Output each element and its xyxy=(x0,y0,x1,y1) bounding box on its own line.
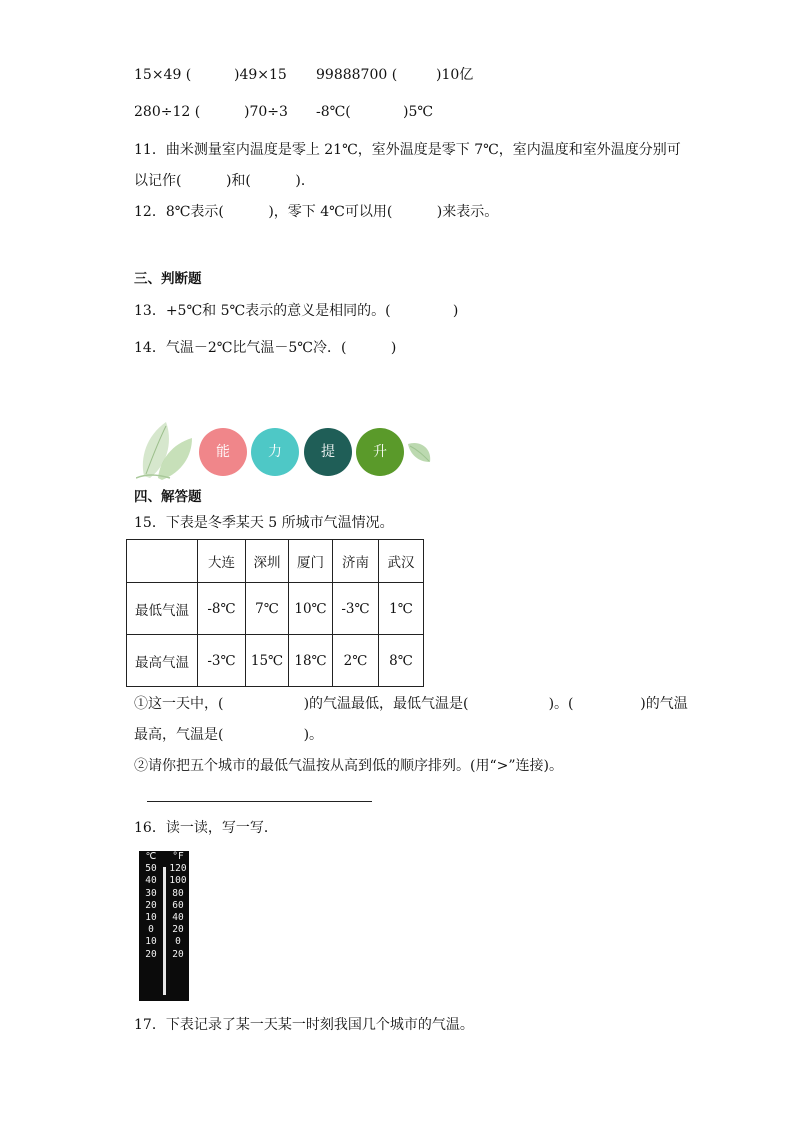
q15-title: 15．下表是冬季某天 5 所城市气温情况。 xyxy=(134,515,394,531)
leaf-right-icon xyxy=(406,438,434,468)
q16-title: 16．读一读，写一写． xyxy=(134,820,278,836)
scale-label: 80 xyxy=(172,887,184,899)
table-cell: 最高气温 xyxy=(127,635,198,687)
fahrenheit-header: °F xyxy=(172,851,184,862)
scale-label: 10 xyxy=(145,911,157,923)
q15-sub1-line1: ①这一天中，( )的气温最低，最低气温是( )。( )的气温 xyxy=(134,696,688,712)
leaf-left-icon xyxy=(136,418,196,480)
q15-sub1-line2: 最高，气温是( )。 xyxy=(134,727,324,743)
compare-r1-d: )10亿 xyxy=(436,67,474,83)
scale-label: 30 xyxy=(145,887,157,899)
q12-text: 12．8℃表示( )，零下 4℃可以用( )来表示。 xyxy=(134,204,499,220)
scale-label: 20 xyxy=(145,948,157,960)
q13-text: 13．+5℃和 5℃表示的意义是相同的。( ) xyxy=(134,303,459,319)
table-cell: 深圳 xyxy=(246,540,289,583)
compare-r2-a: 280÷12 ( xyxy=(134,104,201,120)
scale-label: 60 xyxy=(172,899,184,911)
table-cell: 15℃ xyxy=(246,635,289,687)
table-cell: 济南 xyxy=(333,540,379,583)
banner-char-3: 提 xyxy=(304,428,352,476)
q11-line1: 11．曲米测量室内温度是零上 21℃，室外温度是零下 7℃，室内温度和室外温度分别可 xyxy=(134,142,681,158)
q17-text: 17．下表记录了某一天某一时刻我国几个城市的气温。 xyxy=(134,1017,474,1033)
scale-label: 10 xyxy=(145,936,157,948)
compare-r1-b: )49×15 xyxy=(234,67,287,83)
scale-label: 20 xyxy=(145,899,157,911)
table-cell: 最低气温 xyxy=(127,583,198,635)
table-cell: 7℃ xyxy=(246,583,289,635)
scale-label: 50 xyxy=(145,863,157,875)
compare-r1-c: 99888700 ( xyxy=(316,67,398,83)
table-cell: 8℃ xyxy=(379,635,424,687)
scale-label: 40 xyxy=(172,911,184,923)
scale-label: 0 xyxy=(148,924,154,936)
scale-label: 20 xyxy=(172,948,184,960)
temperature-table xyxy=(126,539,424,687)
scale-label: 20 xyxy=(172,924,184,936)
table-cell: 2℃ xyxy=(333,635,379,687)
celsius-header: ℃ xyxy=(145,851,157,862)
banner-char-2: 力 xyxy=(251,428,299,476)
banner-char-1: 能 xyxy=(199,428,247,476)
table-cell: -3℃ xyxy=(333,583,379,635)
section3-heading: 三、判断题 xyxy=(134,271,202,287)
table-cell: 大连 xyxy=(198,540,246,583)
thermometer-tube xyxy=(163,867,166,995)
table-cell: 1℃ xyxy=(379,583,424,635)
scale-label: 120 xyxy=(169,863,187,875)
q14-text: 14．气温－2℃比气温－5℃冷．( ) xyxy=(134,340,397,356)
scale-label: 100 xyxy=(169,875,187,887)
compare-r1-a: 15×49 ( xyxy=(134,67,192,83)
table-cell: -3℃ xyxy=(198,635,246,687)
celsius-scale xyxy=(140,851,162,961)
fahrenheit-scale xyxy=(167,851,189,961)
compare-r2-b: )70÷3 xyxy=(244,104,288,120)
table-cell: 厦门 xyxy=(289,540,333,583)
q15-sub2: ②请你把五个城市的最低气温按从高到低的顺序排列。(用“>”连接)。 xyxy=(134,758,563,774)
scale-label: 0 xyxy=(175,936,181,948)
table-cell: -8℃ xyxy=(198,583,246,635)
answer-line xyxy=(147,801,372,802)
q11-line2: 以记作( )和( )． xyxy=(134,173,315,189)
table-cell: 武汉 xyxy=(379,540,424,583)
table-row xyxy=(127,635,424,687)
table-cell: 18℃ xyxy=(289,635,333,687)
table-cell: 10℃ xyxy=(289,583,333,635)
ability-banner xyxy=(136,418,436,480)
compare-r2-d: )5℃ xyxy=(403,104,434,120)
compare-r2-c: -8℃( xyxy=(316,104,351,120)
table-cell xyxy=(127,540,198,583)
table-header-row xyxy=(127,540,424,583)
table-row xyxy=(127,583,424,635)
thermometer-image xyxy=(139,851,189,1001)
section4-heading: 四、解答题 xyxy=(134,489,202,505)
banner-char-4: 升 xyxy=(356,428,404,476)
scale-label: 40 xyxy=(145,875,157,887)
